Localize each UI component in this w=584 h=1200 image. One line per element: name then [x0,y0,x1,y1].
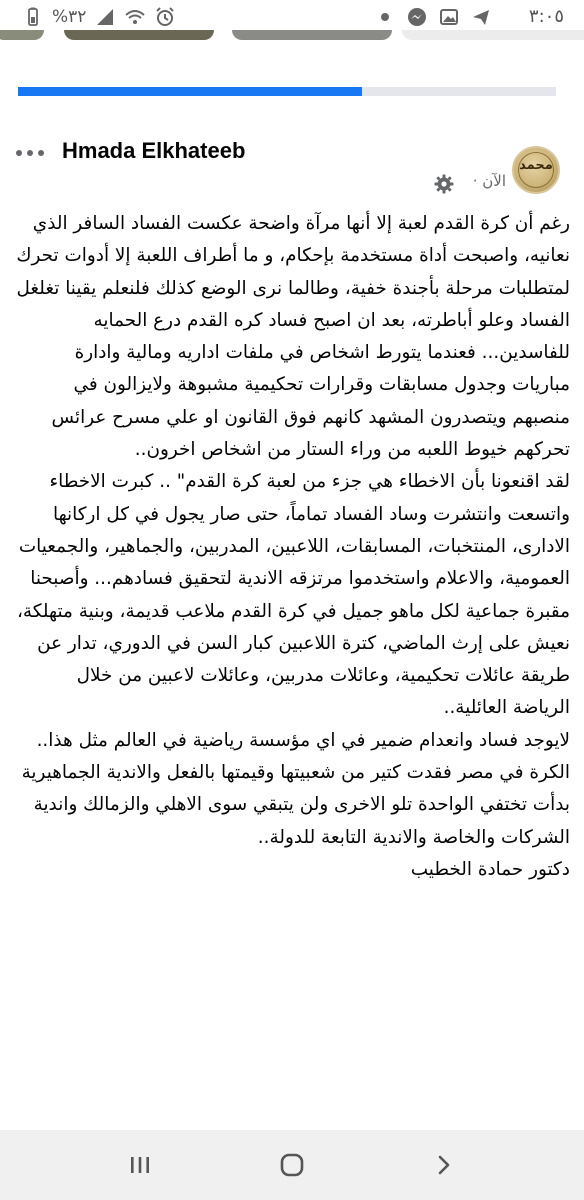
recent-apps-button[interactable] [120,1148,160,1182]
notification-dot-icon [374,6,396,28]
story-thumbnail[interactable] [232,30,392,40]
status-app-icons [374,6,492,28]
system-navigation-bar [0,1130,584,1200]
home-button[interactable] [272,1148,312,1182]
status-system-icons [22,6,176,28]
post-paragraph: لايوجد فساد وانعدام ضمير في اي مؤسسة رياضية في العالم مثل هذا.. الكرة في مصر فقدت كتير من شعبيتها وقيمتها بالفعل والاندية الجماهيرية بدأت تختفي الواحدة تلو الاخرى ولن يتبقي سوى الاهلي والزمالك واندية الشركات والخاصة والاندية التابعة للدولة.. [21,729,570,848]
send-icon [470,6,492,28]
post-author-name[interactable]: Hmada Elkhateeb [62,138,246,163]
author-avatar[interactable] [512,146,560,194]
post-signature: دكتور حمادة الخطيب [410,858,570,880]
image-icon [438,6,460,28]
battery-icon [22,6,44,28]
upload-progress-fill [18,87,362,96]
signal-icon [94,6,116,28]
back-button[interactable] [424,1148,464,1182]
alarm-icon [154,6,176,28]
audience-settings-icon[interactable] [433,173,455,195]
battery-percent: %٣٢ [52,7,87,27]
chevron-right-icon [434,1153,454,1177]
recent-apps-icon [128,1154,152,1176]
messenger-icon [406,6,428,28]
story-thumbnails [0,30,584,48]
home-icon [279,1152,305,1178]
more-options-icon[interactable] [16,148,48,158]
upload-progress-bar [18,87,556,96]
status-time: ٣:٠٥ [528,6,564,27]
story-thumbnail[interactable] [64,30,214,40]
post-text [14,208,570,886]
avatar-calligraphy: محمد [519,158,553,173]
post-paragraph: لقد اقنعونا بأن الاخطاء هي جزء من لعبة كرة القدم" .. كبرت الاخطاء واتسعت وانتشرت وساد الفساد تماماً، حتى صار يجول في كل اركانها الادارى، المنتخبات، المسابقات، اللاعبين، المدربين، والجماهير، والجمعيات العمومية، والاعلام واستخدموا مرتزقه الاندية لتحقيق فسادهم... وأصبحنا مقبرة جماعية لكل ماهو جميل في كرة القدم ملاعب قديمة، وبنية متهلكة، نعيش على إرث الماضي، كترة اللاعبين كبار السن في الدوري، تدار عن طريقة عائلات تحكيمية، وعائلات مدربين، وعائلات لاعبين من خلال الرياضة العائلية.. [16,471,570,719]
story-thumbnail[interactable] [402,30,584,40]
post-timestamp[interactable]: الآن · [472,172,506,190]
wifi-icon [124,6,146,28]
story-thumbnail[interactable] [0,30,44,40]
post-paragraph: رغم أن كرة القدم لعبة إلا أنها مرآة واضحة عكست الفساد السافر الذي نعانيه، واصبحت أداة مستخدمة بإحكام، و ما أطراف اللعبة إلا أدوات تحرك لمتطلبات مرحلة بأجندة خفية، وطالما نرى الوضع كذلك فلنعلم يقينا تغلغل الفساد وعلو أباطرته، بعد ان اصبح فساد كره القدم درع الحمايه للفاسدين... فعندما يتورط اشخاص في ملفات اداريه ومالية وادارة مباريات وجدول مسابقات وقرارات تحكيمية مشبوهة ولايزالون في منصبهم ويتصدرون المشهد كانهم فوق القانون او علي مسرح عرائس تحركهم خيوط اللعبه من وراء الستار من اشخاص اخرون.. [16,213,570,461]
